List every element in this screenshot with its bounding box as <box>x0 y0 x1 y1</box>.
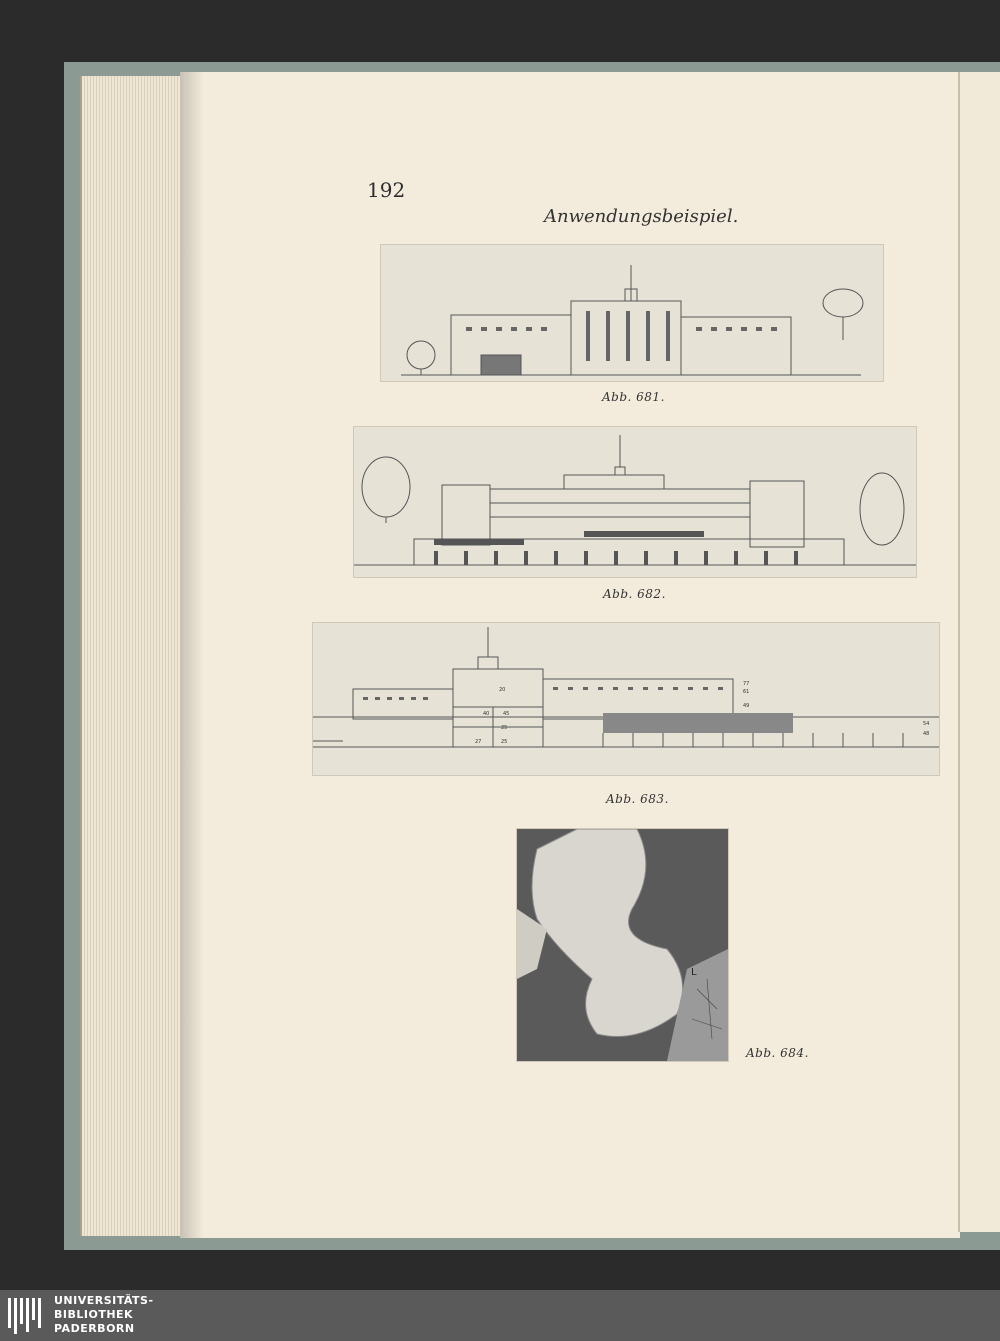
annotation-label: 45 <box>503 711 510 717</box>
annotation-label: 40 <box>483 711 490 717</box>
gutter-shadow <box>180 72 204 1238</box>
figure-683-section-sketch <box>312 622 940 776</box>
logo-line: BIBLIOTHEK <box>54 1308 134 1321</box>
library-logo-text <box>54 1294 154 1336</box>
running-head: Anwendungsbeispiel. <box>544 206 739 227</box>
annotation-label: 20 <box>499 687 506 693</box>
figure-682-elevation-sketch <box>353 426 917 578</box>
logo-line: PADERBORN <box>54 1322 135 1335</box>
annotation-label: 25 <box>501 739 508 745</box>
annotation-label: 25 <box>501 725 508 731</box>
library-logo-icon <box>8 1296 44 1336</box>
caption-682: Abb. 682. <box>603 587 666 601</box>
footer-bar <box>0 1290 1000 1341</box>
facing-page-edge <box>958 72 1000 1232</box>
annotation-label: 77 <box>743 681 750 687</box>
annotation-label: 49 <box>743 703 750 709</box>
annotation-label: 54 <box>923 721 930 727</box>
map-marker-label: L <box>691 967 697 978</box>
annotation-label: 48 <box>923 731 930 737</box>
caption-683: Abb. 683. <box>606 792 669 806</box>
page-number: 192 <box>367 178 406 202</box>
annotation-label: 27 <box>475 739 482 745</box>
caption-684: Abb. 684. <box>746 1046 809 1060</box>
figure-681-elevation-sketch <box>380 244 884 382</box>
logo-line: UNIVERSITÄTS- <box>54 1294 154 1307</box>
figure-684-site-map <box>516 828 729 1062</box>
annotation-label: 61 <box>743 689 750 695</box>
caption-681: Abb. 681. <box>602 390 665 404</box>
page-edges <box>80 76 186 1236</box>
